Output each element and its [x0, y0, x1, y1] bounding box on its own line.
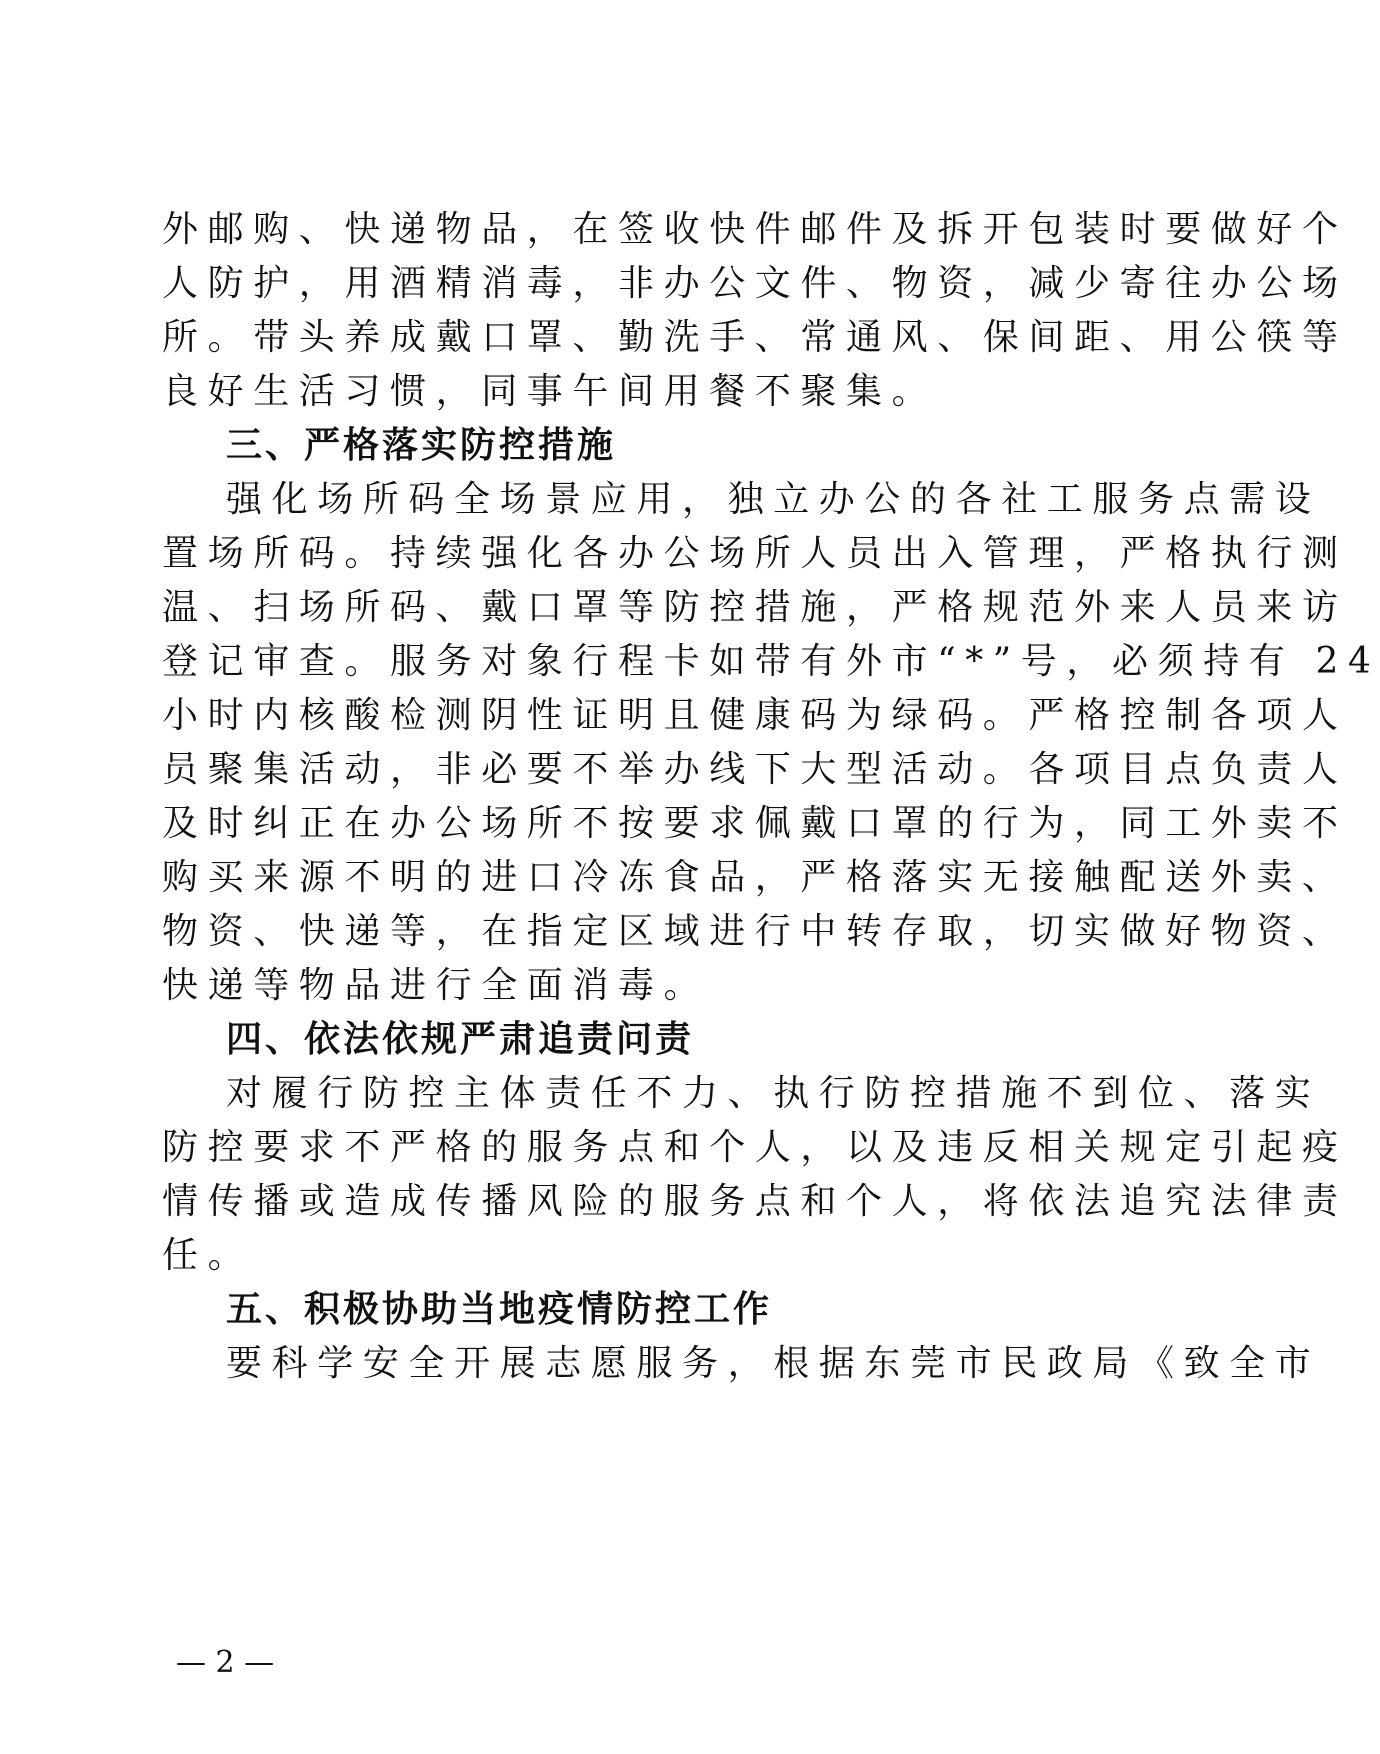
- body-line: 登记审查。服务对象行程卡如带有外市“*”号，必须持有 24: [162, 641, 1380, 682]
- body-line: 购买来源不明的进口冷冻食品，严格落实无接触配送外卖、: [162, 857, 1348, 898]
- body-line: 所。带头养成戴口罩、勤洗手、常通风、保间距、用公筷等: [162, 317, 1348, 358]
- body-line: 置场所码。持续强化各办公场所人员出入管理，严格执行测: [162, 533, 1348, 574]
- section-heading-5: 五、积极协助当地疫情防控工作: [226, 1289, 773, 1330]
- body-line: 防控要求不严格的服务点和个人，以及违反相关规定引起疫: [162, 1127, 1348, 1168]
- body-line: 外邮购、快递物品，在签收快件邮件及拆开包装时要做好个: [162, 209, 1348, 250]
- body-line: 任。: [162, 1235, 254, 1276]
- section-heading-4: 四、依法依规严肃追责问责: [226, 1019, 695, 1060]
- body-line: 快递等物品进行全面消毒。: [162, 965, 710, 1006]
- body-line: 情传播或造成传播风险的服务点和个人，将依法追究法律责: [162, 1181, 1348, 1222]
- body-line: 及时纠正在办公场所不按要求佩戴口罩的行为，同工外卖不: [162, 803, 1348, 844]
- body-line: 员聚集活动，非必要不举办线下大型活动。各项目点负责人: [162, 749, 1348, 790]
- body-line: 要科学安全开展志愿服务，根据东莞市民政局《致全市: [226, 1343, 1321, 1384]
- page-number: — 2 —: [176, 1645, 275, 1680]
- body-line: 对履行防控主体责任不力、执行防控措施不到位、落实: [226, 1073, 1321, 1114]
- section-heading-3: 三、严格落实防控措施: [226, 425, 617, 466]
- body-line: 人防护，用酒精消毒，非办公文件、物资，减少寄往办公场: [162, 263, 1348, 304]
- body-line: 强化场所码全场景应用，独立办公的各社工服务点需设: [226, 479, 1321, 520]
- body-line: 小时内核酸检测阴性证明且健康码为绿码。严格控制各项人: [162, 695, 1348, 736]
- body-line: 物资、快递等，在指定区域进行中转存取，切实做好物资、: [162, 911, 1348, 952]
- body-line: 温、扫场所码、戴口罩等防控措施，严格规范外来人员来访: [162, 587, 1348, 628]
- body-line: 良好生活习惯，同事午间用餐不聚集。: [162, 371, 938, 412]
